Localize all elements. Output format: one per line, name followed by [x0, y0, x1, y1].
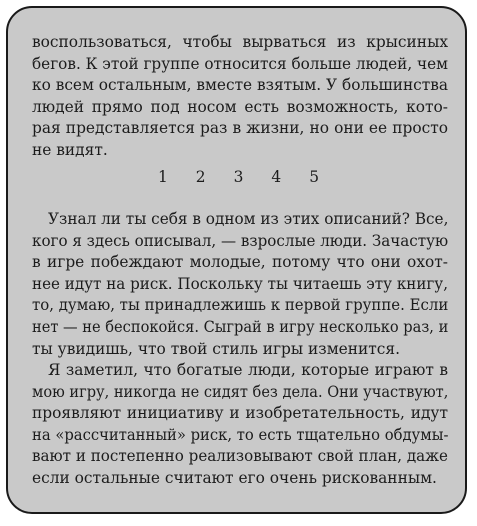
section-divider-numbers: [0, 168, 477, 186]
paragraph-continuation: [32, 32, 448, 162]
text-line: не видят.: [32, 140, 108, 159]
text-line: Я заметил, что богатые люди, которые играют в: [48, 361, 448, 379]
text-line: проявляют инициативу и изобретательность, идут: [32, 404, 448, 423]
divider-number: 1: [158, 168, 168, 186]
text-line: мою игру, никогда не сидят без дела. Они участвуют,: [32, 382, 449, 401]
divider-number: 3: [233, 168, 244, 186]
paragraph-rich-people: [32, 360, 448, 490]
divider-number: 5: [309, 168, 319, 186]
text-line: нее идут на риск. Поскольку ты читаешь эту книгу,: [32, 274, 448, 293]
text-line: рая представляется раз в жизни, но они ее просто: [32, 119, 448, 138]
divider-number: 2: [195, 168, 206, 186]
text-line: людей прямо под носом есть возможность, кото-: [32, 97, 448, 116]
text-line: то, думаю, ты принадлежишь к первой группе. Если: [32, 296, 449, 315]
divider-number: 4: [271, 168, 282, 186]
text-line: в игре побеждают молодые, потому что они охот-: [32, 253, 448, 272]
text-line: ко всем остальным, вместе взятым. У большинства: [32, 76, 448, 95]
text-line: бегов. К этой группе относится больше людей, чем: [32, 54, 448, 73]
text-line: нет — не беспокойся. Сыграй в игру несколько раз, и: [32, 317, 449, 336]
text-line: если остальные считают его очень рискованным.: [32, 468, 437, 487]
text-line: на «рассчитанный» риск, то есть тщательно обдумы-: [32, 425, 449, 444]
text-line: воспользоваться, чтобы вырваться из крысиных: [32, 33, 448, 51]
text-line: кого я здесь описывал, — взрослые люди. Зачастую: [32, 231, 449, 250]
text-line: ты увидишь, что твой стиль игры изменится.: [32, 339, 401, 358]
paragraph-self-recognition: [32, 209, 448, 360]
text-line: вают и постепенно реализовывают свой план, даже: [32, 447, 448, 466]
text-line: Узнал ли ты себя в одном из этих описаний? Все,: [48, 210, 449, 228]
